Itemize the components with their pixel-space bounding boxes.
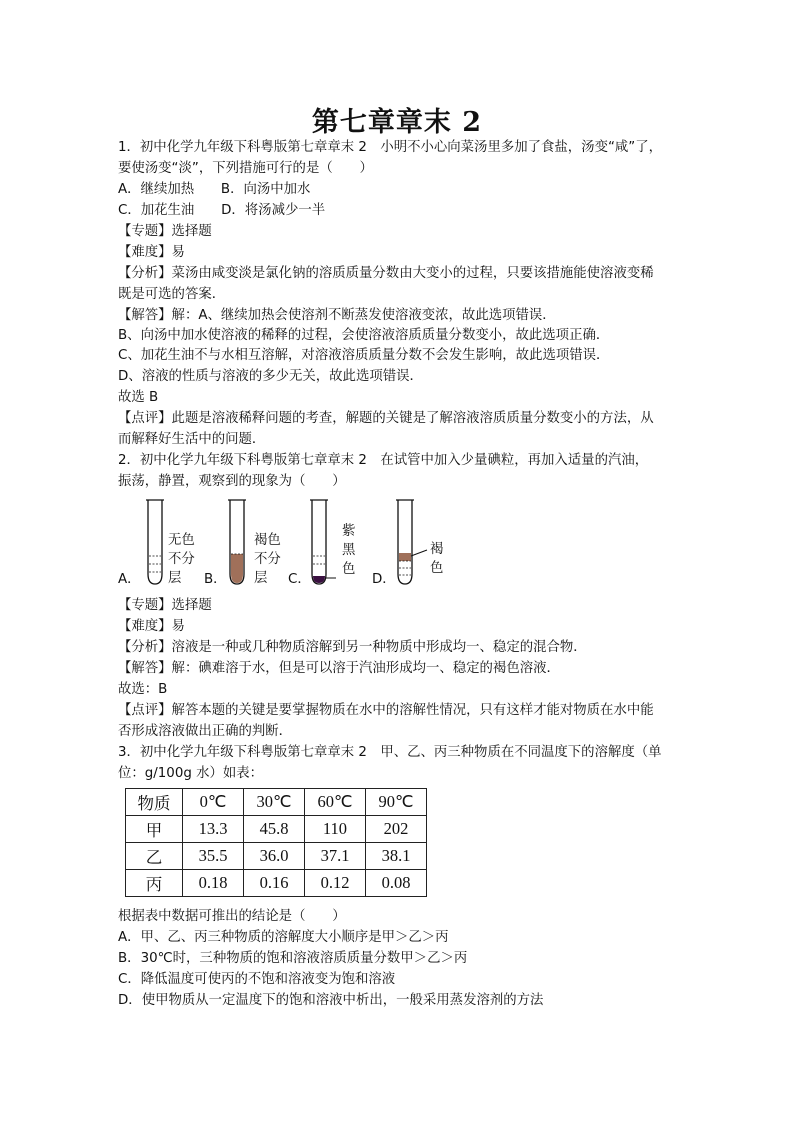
page-title: 第七章章末 2	[311, 107, 483, 138]
q2-answer: 【解答】解：碘难溶于水，但是可以溶于汽油形成均一、稳定的褐色溶液．	[118, 661, 560, 676]
table-header-cell: 物质	[126, 789, 183, 816]
table-row	[126, 843, 427, 870]
test-tube-b-icon	[226, 498, 248, 588]
q1-stem-line1: 1．初中化学九年级下科粤版第七章章末 2 小明不小心向菜汤里多加了食盐，汤变“咸”了，	[118, 140, 663, 155]
test-tube-options	[118, 496, 478, 590]
table-cell: 13.3	[183, 816, 244, 843]
table-cell: 0.12	[305, 870, 366, 897]
table-cell: 45.8	[244, 816, 305, 843]
test-tube-a-icon	[144, 498, 166, 588]
table-row	[126, 816, 427, 843]
q2-choice: 故选：B	[118, 682, 168, 697]
q2-option-b-label: 褐色 不分 层	[254, 533, 281, 586]
q1-options-ab: A．继续加热 B．向汤中加水	[118, 182, 311, 197]
q2-option-a-letter: A．	[118, 572, 141, 587]
q1-topic: 【专题】选择题	[118, 224, 212, 239]
test-tube-c-icon	[308, 498, 338, 588]
q3-stem-line1: 3．初中化学九年级下科粤版第七章章末 2 甲、乙、丙三种物质在不同温度下的溶解度（单	[118, 745, 662, 760]
solubility-table	[125, 788, 427, 897]
q3-option-d: D．使甲物质从一定温度下的饱和溶液中析出，一般采用蒸发溶剂的方法	[118, 993, 544, 1008]
table-cell: 甲	[126, 816, 183, 843]
q1-answer-line3: C、加花生油不与水相互溶解，对溶液溶质质量分数不会发生影响，故此选项错误．	[118, 348, 610, 363]
table-cell: 乙	[126, 843, 183, 870]
test-tube-d-icon	[394, 498, 430, 588]
q2-topic: 【专题】选择题	[118, 598, 212, 613]
q1-stem-line2: 要使汤变“淡”，下列措施可行的是（ ）	[118, 161, 373, 176]
table-row	[126, 870, 427, 897]
table-header-cell: 0℃	[183, 789, 244, 816]
table-header-cell: 60℃	[305, 789, 366, 816]
q2-option-d-label: 褐 色	[430, 542, 444, 576]
q1-choice: 故选 B	[118, 390, 159, 405]
q2-stem-line1: 2．初中化学九年级下科粤版第七章章末 2 在试管中加入少量碘粒，再加入适量的汽油，	[118, 453, 649, 468]
q2-option-d-letter: D．	[372, 572, 396, 587]
q1-comment-line2: 而解释好生活中的问题．	[118, 432, 266, 447]
q3-option-b: B．30℃时，三种物质的饱和溶液溶质质量分数甲＞乙＞丙	[118, 951, 468, 966]
q1-analysis-line2: 既是可选的答案．	[118, 287, 226, 302]
q2-analysis: 【分析】溶液是一种或几种物质溶解到另一种物质中形成均一、稳定的混合物．	[118, 640, 587, 655]
q1-analysis-line1: 【分析】菜汤由咸变淡是氯化钠的溶质质量分数由大变小的过程，只要该措施能使溶液变稀	[118, 266, 654, 281]
q2-comment-line2: 否形成溶液做出正确的判断．	[118, 724, 293, 739]
table-header-cell: 30℃	[244, 789, 305, 816]
table-cell: 0.16	[244, 870, 305, 897]
table-cell: 37.1	[305, 843, 366, 870]
q2-option-a-label: 无色 不分 层	[168, 533, 195, 586]
table-cell: 38.1	[366, 843, 427, 870]
q1-answer-line1: 【解答】解：A、继续加热会使溶剂不断蒸发使溶液变浓，故此选项错误．	[118, 308, 556, 323]
table-header-cell: 90℃	[366, 789, 427, 816]
table-cell: 202	[366, 816, 427, 843]
q2-difficulty: 【难度】易	[118, 619, 185, 634]
q2-option-b-letter: B．	[204, 572, 227, 587]
q1-answer-line4: D、溶液的性质与溶液的多少无关，故此选项错误．	[118, 369, 423, 384]
table-cell: 36.0	[244, 843, 305, 870]
q2-option-c-label: 紫 黑 色	[342, 524, 356, 577]
q2-option-c-letter: C．	[288, 572, 311, 587]
table-cell: 丙	[126, 870, 183, 897]
table-cell: 0.18	[183, 870, 244, 897]
q3-stem-line2: 位：g/100g 水）如表：	[118, 766, 264, 781]
q3-question: 根据表中数据可推出的结论是（ ）	[118, 909, 346, 924]
q1-options-cd: C．加花生油 D．将汤减少一半	[118, 203, 326, 218]
table-header-row	[126, 789, 427, 816]
q1-comment-line1: 【点评】此题是溶液稀释问题的考查，解题的关键是了解溶液溶质质量分数变小的方法，从	[118, 411, 654, 426]
q1-difficulty: 【难度】易	[118, 245, 185, 260]
table-cell: 110	[305, 816, 366, 843]
q3-option-a: A．甲、乙、丙三种物质的溶解度大小顺序是甲＞乙＞丙	[118, 930, 449, 945]
table-cell: 35.5	[183, 843, 244, 870]
table-cell: 0.08	[366, 870, 427, 897]
q2-stem-line2: 振荡，静置，观察到的现象为（ ）	[118, 474, 346, 489]
q3-option-c: C．降低温度可使丙的不饱和溶液变为饱和溶液	[118, 972, 396, 987]
q1-answer-line2: B、向汤中加水使溶液的稀释的过程，会使溶液溶质质量分数变小，故此选项正确．	[118, 328, 610, 343]
q2-comment-line1: 【点评】解答本题的关键是要掌握物质在水中的溶解性情况，只有这样才能对物质在水中能	[118, 703, 654, 718]
